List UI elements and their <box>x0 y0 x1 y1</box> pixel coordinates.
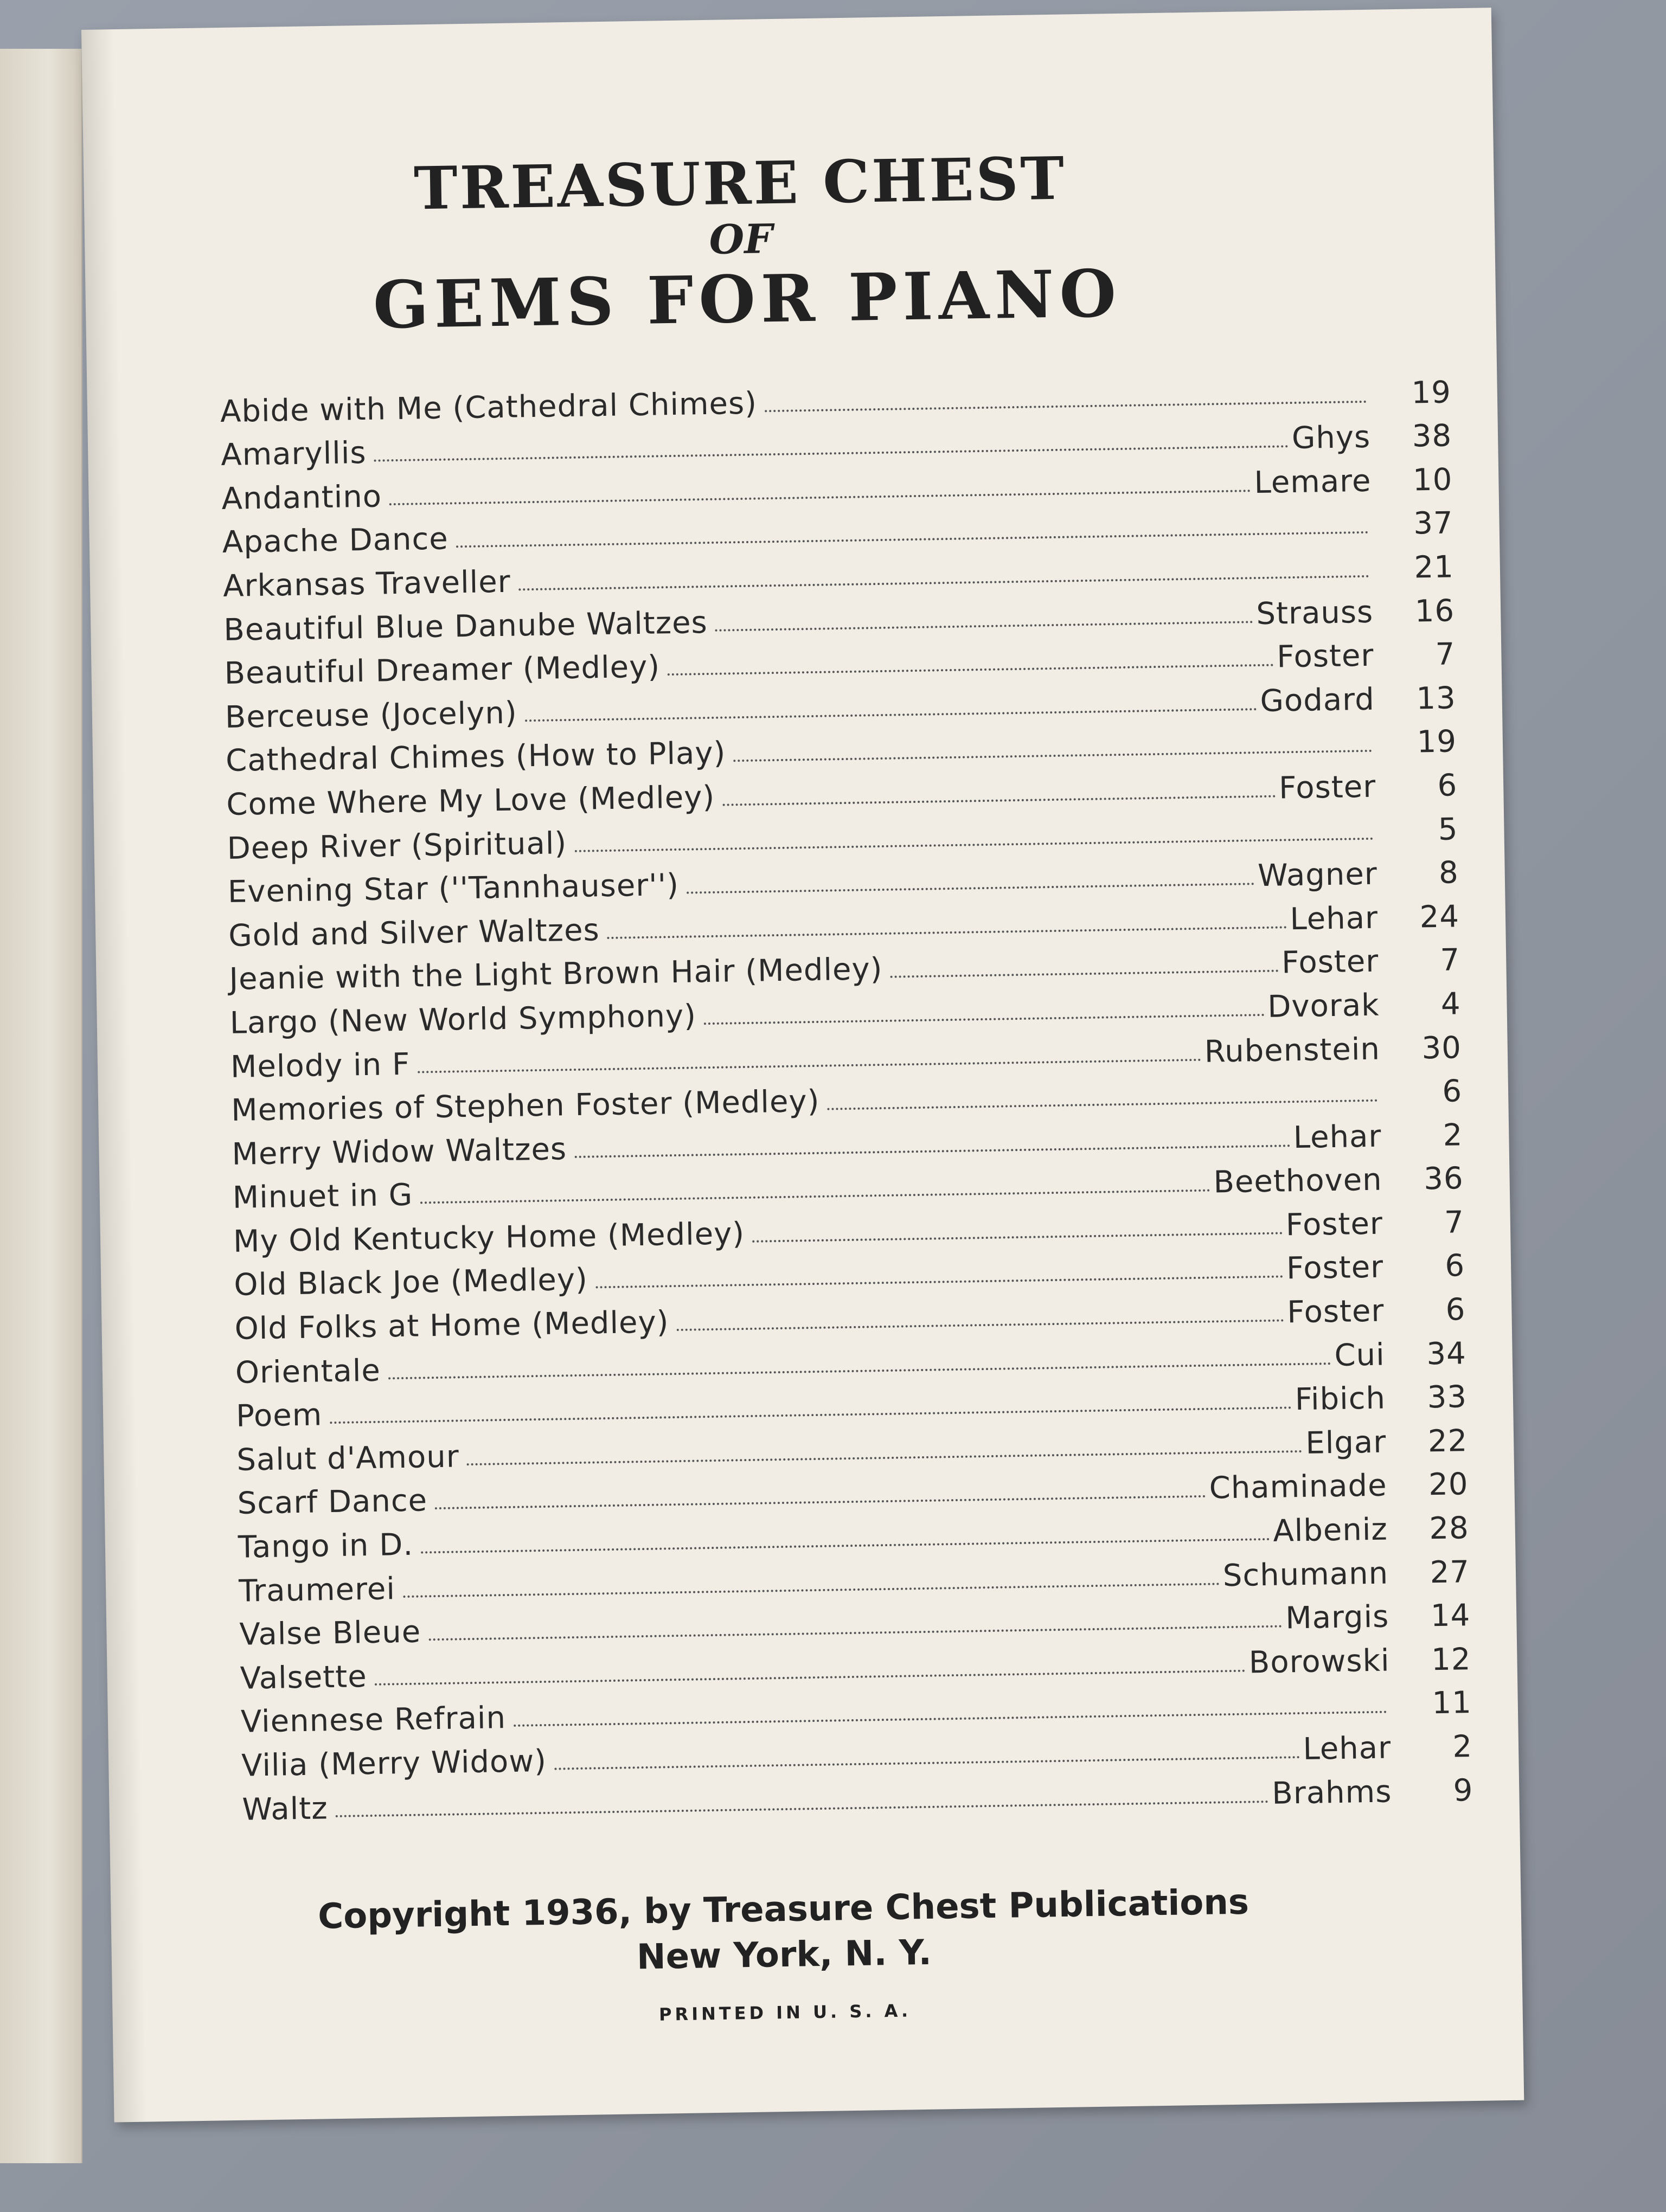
toc-page-number: 36 <box>1423 1161 1464 1197</box>
toc-title: Salut d'Amour <box>236 1439 460 1478</box>
toc-page-number: 13 <box>1415 680 1457 717</box>
toc-composer: Lehar <box>1293 1118 1382 1155</box>
toc-composer: Beethoven <box>1213 1162 1383 1200</box>
toc-title: Orientale <box>235 1353 381 1391</box>
toc-composer: Dvorak <box>1267 987 1380 1025</box>
toc-composer: Albeniz <box>1272 1512 1388 1549</box>
dot-leader <box>828 1099 1378 1110</box>
toc-page-number: 34 <box>1426 1335 1467 1372</box>
toc-page-number: 14 <box>1430 1598 1471 1634</box>
toc-composer: Godard <box>1260 681 1375 719</box>
toc-composer: Cui <box>1334 1337 1386 1373</box>
toc-page-number: 2 <box>1443 1117 1463 1153</box>
toc-composer: Lemare <box>1254 463 1372 500</box>
toc-title: Traumerei <box>238 1571 396 1609</box>
toc-page-number: 30 <box>1421 1030 1462 1066</box>
dot-leader <box>687 883 1254 893</box>
dot-leader <box>336 1801 1269 1817</box>
dot-leader <box>733 750 1372 762</box>
toc-page-number: 6 <box>1445 1292 1466 1328</box>
toc-composer: Foster <box>1276 638 1374 675</box>
toc-title: Memories of Stephen Foster (Medley) <box>230 1083 820 1128</box>
dot-leader <box>574 1144 1290 1158</box>
toc-title: Cathedral Chimes (How to Play) <box>225 735 726 779</box>
toc-title: Largo (New World Symphony) <box>229 998 697 1041</box>
toc-title: Evening Star (''Tannhauser'') <box>227 867 680 910</box>
booklet-page <box>81 8 1524 2122</box>
toc-page-number: 11 <box>1432 1685 1472 1721</box>
dot-leader <box>595 1276 1283 1289</box>
toc-composer: Lehar <box>1303 1730 1392 1767</box>
title-line-2: GEMS FOR PIANO <box>372 255 1123 344</box>
toc-composer: Rubenstein <box>1204 1031 1381 1070</box>
toc-page-number: 27 <box>1430 1554 1470 1590</box>
toc-page-number: 38 <box>1412 418 1452 454</box>
toc-composer: Foster <box>1286 1250 1384 1287</box>
table-of-contents <box>220 366 1473 1827</box>
toc-page-number: 19 <box>1411 375 1452 411</box>
toc-page-number: 20 <box>1428 1467 1469 1503</box>
title-line-1: TREASURE CHEST <box>413 144 1067 223</box>
toc-title: Valse Bleue <box>239 1614 421 1653</box>
toc-title: Deep River (Spiritual) <box>227 825 567 866</box>
toc-page-number: 8 <box>1438 855 1459 891</box>
toc-title: Andantino <box>221 479 382 517</box>
dot-leader <box>554 1756 1300 1770</box>
printed-in-notice: PRINTED IN U. S. A. <box>658 2000 912 2025</box>
toc-title: Viennese Refrain <box>240 1700 507 1740</box>
toc-page-number: 6 <box>1444 1248 1465 1284</box>
toc-page-number: 37 <box>1413 505 1454 542</box>
toc-title: Amaryllis <box>220 435 367 473</box>
toc-page-number: 7 <box>1435 636 1456 673</box>
toc-title: Valsette <box>240 1658 368 1696</box>
toc-page-number: 28 <box>1428 1510 1470 1547</box>
toc-page-number: 21 <box>1414 549 1454 586</box>
dot-leader <box>765 400 1367 411</box>
dot-leader <box>525 708 1257 722</box>
dot-leader <box>890 970 1279 978</box>
toc-composer: Brahms <box>1271 1774 1392 1811</box>
toc-title: Waltz <box>242 1790 329 1828</box>
toc-title: Arkansas Traveller <box>222 564 511 604</box>
toc-title: Tango in D. <box>238 1527 414 1565</box>
dot-leader <box>715 621 1253 632</box>
toc-title: Berceuse (Jocelyn) <box>225 695 518 735</box>
toc-composer: Foster <box>1285 1206 1383 1243</box>
toc-page-number: 6 <box>1437 768 1458 803</box>
dot-leader <box>704 1014 1264 1025</box>
toc-page-number: 7 <box>1440 942 1460 979</box>
adjacent-page-edge <box>0 49 82 2163</box>
toc-title: Gold and Silver Waltzes <box>228 912 600 954</box>
toc-title: Beautiful Dreamer (Medley) <box>224 649 661 692</box>
toc-page-number: 16 <box>1414 593 1455 629</box>
toc-title: Abide with Me (Cathedral Chimes) <box>220 385 758 429</box>
toc-composer: Foster <box>1281 943 1379 981</box>
toc-composer: Foster <box>1278 769 1376 806</box>
toc-title: Old Black Joe (Medley) <box>233 1262 588 1303</box>
toc-composer: Strauss <box>1255 594 1374 632</box>
toc-title: Melody in F <box>230 1046 411 1085</box>
toc-title: Merry Widow Waltzes <box>232 1131 567 1172</box>
toc-page-number: 33 <box>1427 1379 1468 1416</box>
copyright-notice: Copyright 1936, by Treasure Chest Publications <box>317 1882 1250 1937</box>
toc-title: Vilia (Merry Widow) <box>241 1743 547 1784</box>
dot-leader <box>752 1232 1283 1242</box>
toc-page-number: 7 <box>1444 1205 1465 1240</box>
dot-leader <box>677 1320 1284 1332</box>
title-block <box>84 138 1496 348</box>
footer <box>111 1878 1523 2034</box>
toc-title: Minuet in G <box>232 1177 413 1216</box>
toc-title: Come Where My Love (Medley) <box>226 779 715 822</box>
toc-composer: Margis <box>1285 1599 1389 1636</box>
toc-title: Old Folks at Home (Medley) <box>234 1304 669 1347</box>
toc-title: My Old Kentucky Home (Medley) <box>233 1216 745 1259</box>
toc-composer: Lehar <box>1290 900 1379 937</box>
toc-page-number: 6 <box>1441 1073 1463 1109</box>
toc-title: Beautiful Blue Danube Waltzes <box>223 605 708 648</box>
toc-page-number: 22 <box>1427 1423 1468 1459</box>
toc-page-number: 24 <box>1419 899 1460 935</box>
toc-title: Jeanie with the Light Brown Hair (Medley) <box>229 951 883 998</box>
publisher-city: New York, N. Y. <box>636 1932 932 1978</box>
toc-composer: Wagner <box>1257 856 1378 894</box>
title-of: OF <box>709 216 773 263</box>
toc-composer: Ghys <box>1291 419 1371 456</box>
toc-page-number: 9 <box>1453 1772 1473 1809</box>
toc-page-number: 12 <box>1431 1641 1472 1678</box>
toc-page-number: 10 <box>1412 462 1453 498</box>
toc-composer: Schumann <box>1222 1555 1389 1593</box>
toc-page-number: 5 <box>1438 811 1458 847</box>
dot-leader <box>722 795 1276 806</box>
toc-composer: Elgar <box>1305 1424 1387 1461</box>
toc-composer: Foster <box>1286 1293 1385 1330</box>
toc-page-number: 4 <box>1440 986 1462 1022</box>
toc-title: Apache Dance <box>222 521 449 561</box>
toc-composer: Chaminade <box>1209 1468 1387 1507</box>
toc-page-number: 19 <box>1417 724 1457 760</box>
dot-leader <box>607 926 1287 939</box>
toc-title: Poem <box>235 1397 323 1435</box>
dot-leader <box>668 664 1273 676</box>
toc-composer: Borowski <box>1248 1643 1391 1681</box>
toc-page-number: 2 <box>1452 1729 1473 1765</box>
toc-title: Scarf Dance <box>237 1483 428 1522</box>
toc-composer: Fibich <box>1295 1380 1386 1418</box>
